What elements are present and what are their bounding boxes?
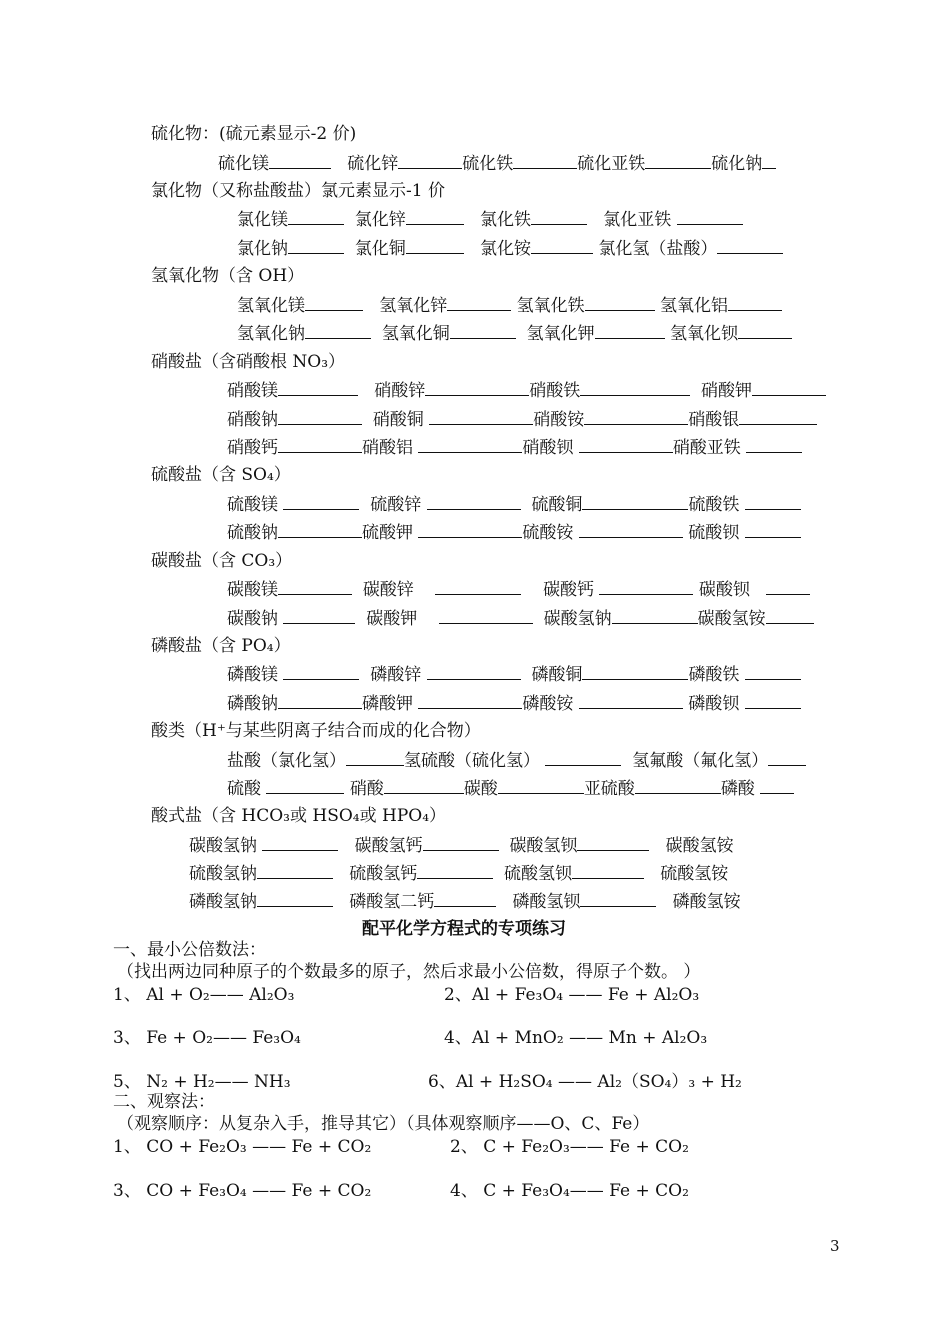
nitrates-row-2 (227, 409, 817, 430)
answer-blank[interactable] (745, 494, 801, 510)
compound-label: 碳酸锌 (362, 580, 414, 600)
compound-label: 碳酸氢钡 (509, 836, 578, 856)
answer-blank[interactable] (283, 664, 359, 680)
answer-blank[interactable] (262, 835, 338, 851)
answer-blank[interactable] (288, 209, 344, 225)
phosphates-row-1 (227, 664, 801, 685)
chlorides-row-1 (237, 209, 743, 230)
method2-heading: 二、观察法： (113, 1092, 215, 1112)
answer-blank[interactable] (545, 750, 621, 766)
compound-label: 碳酸钠 (227, 609, 278, 629)
answer-blank[interactable] (450, 323, 516, 339)
answer-blank[interactable] (384, 778, 464, 794)
compound-label: 硝酸铝 (362, 438, 413, 458)
answer-blank[interactable] (418, 437, 522, 453)
answer-blank[interactable] (766, 579, 810, 595)
answer-blank[interactable] (738, 323, 792, 339)
answer-blank[interactable] (739, 409, 817, 425)
answer-blank[interactable] (418, 522, 522, 538)
answer-blank[interactable] (269, 153, 331, 169)
acid-salts-row-3 (189, 891, 741, 912)
compound-label: 硝酸镁 (227, 381, 278, 401)
compound-label: 磷酸钠 (227, 694, 278, 714)
compound-label: 硫酸氢钙 (349, 864, 418, 884)
answer-blank[interactable] (645, 153, 711, 169)
nitrates-heading: 硝酸盐（含硝酸根 NO₃） (151, 352, 346, 372)
answer-blank[interactable] (612, 608, 698, 624)
answer-blank[interactable] (745, 522, 801, 538)
compound-label: 磷酸铵 (522, 694, 574, 714)
compound-label: 硫酸铁 (688, 495, 740, 515)
answer-blank[interactable] (746, 437, 802, 453)
answer-blank[interactable] (752, 380, 826, 396)
equation-8: 2、 C + Fe₂O₃—— Fe + CO₂ (450, 1137, 689, 1157)
answer-blank[interactable] (577, 835, 649, 851)
answer-blank[interactable] (406, 209, 464, 225)
answer-blank[interactable] (305, 323, 371, 339)
answer-blank[interactable] (579, 693, 683, 709)
answer-blank[interactable] (579, 522, 683, 538)
acids-row-1 (227, 750, 806, 771)
compound-label: 硝酸钙 (227, 438, 278, 458)
answer-blank[interactable] (278, 522, 362, 538)
answer-blank[interactable] (572, 863, 644, 879)
compound-label: 磷酸氢钡 (512, 892, 581, 912)
compound-label: 硫酸氢钠 (189, 864, 257, 884)
answer-blank[interactable] (434, 891, 496, 907)
answer-blank[interactable] (423, 835, 499, 851)
compound-label: 碳酸钡 (698, 580, 750, 600)
answer-blank[interactable] (531, 238, 593, 254)
answer-blank[interactable] (677, 209, 743, 225)
answer-blank[interactable] (278, 579, 352, 595)
answer-blank[interactable] (447, 295, 511, 311)
acid-salts-row-2 (189, 863, 728, 884)
compound-label: 碳酸 (463, 779, 498, 799)
equation-6: 6、Al + H₂SO₄ —— Al₂（SO₄）₃ + H₂ (428, 1072, 742, 1092)
answer-blank[interactable] (498, 778, 584, 794)
answer-blank[interactable] (745, 693, 801, 709)
answer-blank[interactable] (427, 664, 521, 680)
answer-blank[interactable] (580, 380, 690, 396)
equation-2: 2、Al + Fe₃O₄ —— Fe + Al₂O₃ (444, 985, 700, 1005)
answer-blank[interactable] (768, 750, 806, 766)
compound-label: 硫化锌 (347, 154, 399, 174)
compound-label: 碳酸镁 (227, 580, 278, 600)
acids-heading: 酸类（H⁺与某些阴离子结合而成的化合物） (151, 721, 481, 741)
compound-label: 氯化铁 (480, 210, 532, 230)
compound-label: 磷酸 (720, 779, 755, 799)
equation-9: 3、 CO + Fe₃O₄ —— Fe + CO₂ (113, 1181, 372, 1201)
nitrates-row-3 (227, 437, 802, 458)
answer-blank[interactable] (406, 238, 464, 254)
compound-label: 硫酸 (227, 779, 261, 799)
compound-label: 硫化镁 (218, 154, 269, 174)
compound-label: 硝酸钡 (522, 438, 574, 458)
compound-label: 氯化锌 (354, 210, 406, 230)
equation-10: 4、 C + Fe₃O₄—— Fe + CO₂ (450, 1181, 689, 1201)
compound-label: 碳酸氢钠 (189, 836, 257, 856)
answer-blank[interactable] (288, 238, 344, 254)
answer-blank[interactable] (283, 494, 359, 510)
compound-label: 磷酸钾 (362, 694, 413, 714)
compound-label: 氯化亚铁 (603, 210, 672, 230)
compound-label: 硫化铁 (462, 154, 514, 174)
compound-label: 氯化镁 (237, 210, 288, 230)
compound-label: 磷酸镁 (227, 665, 278, 685)
equation-7: 1、 CO + Fe₂O₃ —— Fe + CO₂ (113, 1137, 372, 1157)
compound-label: 硝酸亚铁 (672, 438, 741, 458)
answer-blank[interactable] (418, 693, 522, 709)
acids-row-2 (227, 778, 794, 799)
compound-label: 盐酸（氯化氢） (227, 751, 346, 771)
compound-label: 硝酸钠 (227, 410, 278, 430)
compound-label: 氢氟酸（氟化氢） (632, 751, 769, 771)
answer-blank[interactable] (728, 295, 782, 311)
section-title: 配平化学方程式的专项练习 (362, 919, 566, 939)
compound-label: 磷酸氢铵 (672, 892, 741, 912)
hydroxides-row-2 (237, 323, 792, 344)
answer-blank[interactable] (417, 863, 493, 879)
answer-blank[interactable] (278, 693, 362, 709)
answer-blank[interactable] (745, 664, 801, 680)
chlorides-row-2 (237, 238, 783, 259)
compound-label: 硫酸锌 (370, 495, 422, 515)
answer-blank[interactable] (717, 238, 783, 254)
compound-label: 磷酸铁 (688, 665, 740, 685)
compound-label: 氢氧化钾 (526, 324, 595, 344)
answer-blank[interactable] (582, 494, 688, 510)
compound-label: 碳酸氢钠 (543, 609, 612, 629)
compound-label: 氯化氢（盐酸） (598, 239, 718, 259)
compound-label: 硫酸氢钡 (504, 864, 573, 884)
sulfides-heading: 硫化物：(硫元素显示-2 价) (151, 124, 357, 144)
answer-blank[interactable] (513, 153, 577, 169)
answer-blank[interactable] (278, 437, 362, 453)
hydroxides-row-1 (237, 295, 782, 316)
answer-blank[interactable] (257, 891, 333, 907)
compound-label: 氢氧化镁 (237, 296, 305, 316)
chlorides-heading: 氯化物（又称盐酸盐）氯元素显示-1 价 (151, 181, 445, 201)
compound-label: 硝酸银 (688, 410, 740, 430)
answer-blank[interactable] (425, 380, 529, 396)
method2-note: （观察顺序：从复杂入手，推导其它）（具体观察顺序——O、C、Fe） (117, 1114, 650, 1134)
compound-label: 氯化铵 (480, 239, 532, 259)
compound-label: 磷酸氢钠 (189, 892, 257, 912)
equation-3: 3、 Fe + O₂—— Fe₃O₄ (113, 1028, 301, 1048)
equation-4: 4、Al + MnO₂ —— Mn + Al₂O₃ (444, 1028, 708, 1048)
compound-label: 碳酸钾 (366, 609, 418, 629)
compound-label: 氢氧化钠 (237, 324, 305, 344)
compound-label: 氢硫酸（硫化氢） (404, 751, 540, 771)
carbonates-row-1 (227, 579, 810, 600)
sulfates-row-1 (227, 494, 801, 515)
answer-blank[interactable] (278, 380, 358, 396)
answer-blank[interactable] (585, 295, 655, 311)
acid-salts-heading: 酸式盐（含 HCO₃或 HSO₄或 HPO₄） (151, 806, 447, 826)
compound-label: 氢氧化钡 (670, 324, 739, 344)
nitrates-row-1 (227, 380, 826, 401)
page-number: 3 (830, 1237, 840, 1255)
method1-note: （找出两边同种原子的个数最多的原子，然后求最小公倍数，得原子个数。 ） (117, 962, 701, 982)
compound-label: 硫酸钠 (227, 523, 278, 543)
compound-label: 磷酸钡 (688, 694, 740, 714)
equation-1: 1、 Al + O₂—— Al₂O₃ (113, 985, 295, 1005)
answer-blank[interactable] (531, 209, 587, 225)
compound-label: 磷酸铜 (531, 665, 583, 685)
answer-blank[interactable] (579, 437, 673, 453)
compound-label: 硝酸锌 (374, 381, 426, 401)
compound-label: 硝酸 (349, 779, 384, 799)
hydroxides-heading: 氢氧化物（含 OH） (151, 266, 305, 286)
answer-blank[interactable] (266, 778, 344, 794)
compound-label: 硫酸钾 (362, 523, 413, 543)
answer-blank[interactable] (760, 778, 794, 794)
compound-label: 碳酸氢铵 (697, 609, 766, 629)
answer-blank[interactable] (635, 778, 721, 794)
phosphates-heading: 磷酸盐（含 PO₄） (151, 636, 291, 656)
answer-blank[interactable] (257, 863, 333, 879)
compound-label: 碳酸氢铵 (665, 836, 734, 856)
answer-blank[interactable] (305, 295, 363, 311)
compound-label: 硝酸铜 (372, 410, 424, 430)
compound-label: 硫酸铜 (531, 495, 583, 515)
answer-blank[interactable] (283, 608, 355, 624)
compound-label: 氢氧化铁 (516, 296, 585, 316)
compound-label: 硝酸铁 (529, 381, 581, 401)
compound-label: 磷酸锌 (370, 665, 422, 685)
answer-blank[interactable] (346, 750, 404, 766)
equation-5: 5、 N₂ + H₂—— NH₃ (113, 1072, 291, 1092)
compound-label: 亚硫酸 (583, 779, 635, 799)
compound-label: 碳酸氢钙 (354, 836, 423, 856)
compound-label: 氢氧化铜 (381, 324, 450, 344)
compound-label: 氢氧化锌 (379, 296, 448, 316)
answer-blank[interactable] (762, 153, 776, 169)
answer-blank[interactable] (582, 664, 688, 680)
compound-label: 硝酸铵 (533, 410, 585, 430)
answer-blank[interactable] (595, 323, 665, 339)
compound-label: 碳酸钙 (543, 580, 595, 600)
answer-blank[interactable] (766, 608, 814, 624)
carbonates-heading: 碳酸盐（含 CO₃） (151, 551, 293, 571)
answer-blank[interactable] (429, 409, 533, 425)
answer-blank[interactable] (599, 579, 693, 595)
compound-label: 硫化钠 (711, 154, 763, 174)
answer-blank[interactable] (435, 579, 521, 595)
compound-label: 硫化亚铁 (577, 154, 646, 174)
compound-label: 硫酸镁 (227, 495, 278, 515)
sulfates-heading: 硫酸盐（含 SO₄） (151, 465, 291, 485)
answer-blank[interactable] (398, 153, 462, 169)
sulfides-row-1 (218, 153, 776, 174)
carbonates-row-2 (227, 608, 814, 629)
phosphates-row-2 (227, 693, 801, 714)
compound-label: 硝酸钾 (701, 381, 753, 401)
answer-blank[interactable] (580, 891, 656, 907)
sulfates-row-2 (227, 522, 801, 543)
compound-label: 磷酸氢二钙 (349, 892, 435, 912)
answer-blank[interactable] (427, 494, 521, 510)
compound-label: 硫酸铵 (522, 523, 574, 543)
compound-label: 硫酸氢铵 (660, 864, 729, 884)
answer-blank[interactable] (278, 409, 362, 425)
method1-heading: 一、最小公倍数法： (113, 940, 266, 960)
answer-blank[interactable] (584, 409, 688, 425)
acid-salts-row-1 (189, 835, 734, 856)
compound-label: 氢氧化铝 (660, 296, 729, 316)
compound-label: 氯化钠 (237, 239, 288, 259)
compound-label: 硫酸钡 (688, 523, 740, 543)
answer-blank[interactable] (439, 608, 533, 624)
compound-label: 氯化铜 (354, 239, 406, 259)
